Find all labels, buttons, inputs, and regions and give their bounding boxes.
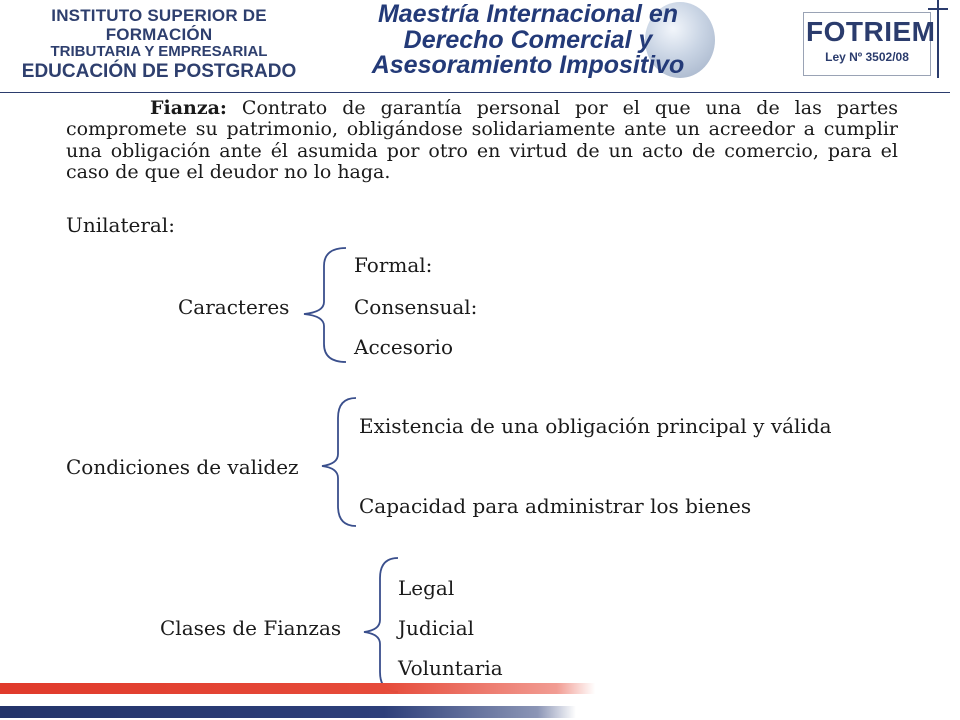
institute-line-2: TRIBUTARIA Y EMPRESARIAL [50,43,268,61]
program-line-3: Asesoramiento Impositivo [371,51,685,79]
clases-item: Legal [398,576,455,600]
footer-red-stripe [0,683,960,694]
definition-term: Fianza: [150,97,227,119]
caracteres-bracket [300,246,348,364]
program-line-1: Maestría Internacional en [377,0,679,28]
caracteres-label: Caracteres [178,295,290,319]
caracteres-item: Consensual: [354,295,478,319]
definition-text: Contrato de garantía personal por el que una de las partes compromete su patrimonio, obligándose solidariamente ante un acreedor a cumplir una obligación ante él asumida por otro en virtud de un acto de comercio, para el caso de que el deudor no lo haga. [66,97,898,183]
brand-vertical-rule [937,0,939,78]
unilateral-label: Unilateral: [66,213,175,237]
brand-logo [806,16,936,64]
caracteres-item: Formal: [354,253,433,277]
brand-name: FOTRIEM [806,16,936,47]
condiciones-item: Existencia de una obligación principal y válida [359,414,832,438]
clases-label: Clases de Fianzas [160,616,342,640]
slide-header [0,0,960,92]
condiciones-label: Condiciones de validez [66,455,299,479]
condiciones-item: Capacidad para administrar los bienes [359,494,752,518]
condiciones-bracket [318,396,358,528]
header-divider [0,92,950,93]
footer-blue-stripe [0,706,960,718]
clases-item: Judicial [398,616,475,640]
clases-item: Voluntaria [398,656,503,680]
definition-paragraph [66,98,898,183]
clases-bracket [360,556,400,694]
institute-line-1: INSTITUTO SUPERIOR DE FORMACIÓN [51,6,267,45]
program-line-2: Derecho Comercial y [403,25,653,54]
caracteres-item: Accesorio [354,335,453,359]
brand-law: Ley Nº 3502/08 [825,50,909,64]
institute-line-3: EDUCACIÓN DE POSTGRADO [21,60,297,82]
institute-logo-text [14,6,304,82]
program-title [368,2,688,79]
brand-cross-rule [928,8,948,10]
